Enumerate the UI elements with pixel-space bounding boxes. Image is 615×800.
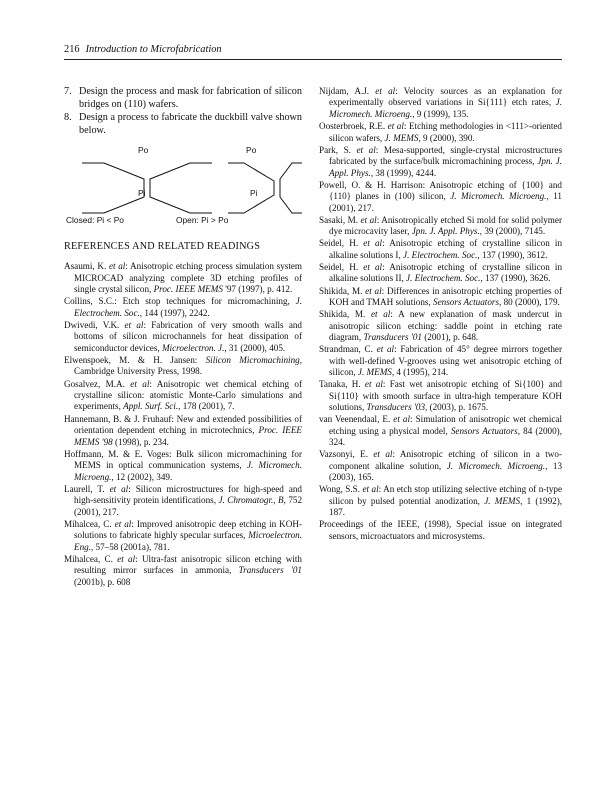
- reference-item: Vazsonyi, E. et al: Anisotropic etching of silicon in a two-component alkaline solution, J. Micromech. Microeng., 13 (2003), 165.: [319, 449, 563, 483]
- reference-item: Oosterbroek, R.E. et al: Etching methodologies in <111>-oriented silicon wafers, J. MEMS, 9 (2000), 390.: [319, 121, 562, 143]
- pi-label-closed: Pi: [138, 187, 146, 198]
- reference-item: Laurell, T. et al: Silicon microstructures for high-speed and high-sensitivity protein identifications, J. Chromatogr., B, 752 (2001), 217.: [64, 483, 303, 517]
- reference-item: Wong, S.S. et al: An etch stop utilizing selective etching of n-type silicon by pulsed potential anodization, J. MEMS, 1 (1992), 187.: [319, 484, 563, 518]
- duckbill-valve-figure: [64, 143, 302, 225]
- reference-item: Hannemann, B. & J. Fruhauf: New and extended possibilities of orientation dependent etching in microtechnics, Proc. IEEE MEMS '98 (1998), p. 234.: [64, 413, 302, 447]
- reference-item: Park, S. et al: Mesa-supported, single-crystal microstructures fabricated by the surface/bulk micromachining process, Jpn. J. Appl. Phys., 38 (1999), 4244.: [319, 144, 562, 178]
- exercise-item: [64, 112, 302, 137]
- caption-closed: Closed: Pi < Po: [66, 214, 124, 225]
- right-column: [319, 86, 562, 543]
- reference-item: Seidel, H. et al: Anisotropic etching of crystalline silicon in alkaline solutions I, J. Electrochem. Soc., 137 (1990), 3612.: [319, 238, 563, 260]
- pi-label-open: Pi: [250, 187, 258, 198]
- reference-item: Asaumi, K. et al: Anisotropic etching process simulation system MICROCAD analyzing complete 3D etching profiles of single crystal silicon, Proc. IEEE MEMS '97 (1997), p. 412.: [64, 261, 303, 295]
- section-heading: REFERENCES AND RELATED READINGS: [64, 240, 261, 252]
- exercise-number: 7.: [64, 86, 72, 97]
- reference-item: Strandman, C. et al: Fabrication of 45° degree mirrors together with well-defined V-grooves using wet anisotropic etching of silicon, J. MEMS, 4 (1995), 214.: [319, 344, 563, 378]
- closed-valve-left-wall: [82, 163, 144, 213]
- exercise-number: 8.: [64, 112, 72, 124]
- reference-item: Powell, O. & H. Harrison: Anisotropic etching of {100} and {110} planes in (100) silicon, J. Micromech. Microeng., 11 (2001), 217.: [319, 179, 562, 213]
- page-number: 216: [64, 44, 80, 55]
- exercise-item: [64, 86, 302, 111]
- closed-valve-right-wall: [150, 163, 212, 213]
- reference-item: Proceedings of the IEEE, (1998), Special issue on integrated sensors, microactuators and microsystems.: [319, 519, 562, 541]
- header-rule: [64, 59, 562, 60]
- exercise-text: Design a process to fabricate the duckbill valve shown below.: [79, 112, 302, 137]
- running-header: [64, 44, 562, 56]
- po-label-open: Po: [246, 144, 257, 155]
- reference-item: Nijdam, A.J. et al: Velocity sources as an explanation for experimentally observed variations in Si{111} etch rates, J. Micromech. Microeng., 9 (1999), 135.: [319, 86, 563, 119]
- open-valve-right-wall: [280, 163, 302, 213]
- caption-open: Open: Pi > Po: [176, 214, 229, 225]
- reference-item: Hoffmann, M. & E. Voges: Bulk silicon micromachining for MEMS in optical communication systems, J. Micromech. Microeng., 12 (2002), 349.: [64, 448, 303, 482]
- reference-item: Gosalvez, M.A. et al: Anisotropic wet chemical etching of crystalline silicon: atomistic Monte-Carlo simulations and experiments, Appl. Surf. Sci., 178 (2001), 7.: [64, 378, 302, 412]
- reference-item: van Veenendaal, E. et al: Simulation of anisotropic wet chemical etching using a physical model, Sensors Actuators, 84 (2000), 324.: [319, 414, 563, 448]
- reference-item: Shikida, M. et al: A new explanation of mask undercut in anisotropic silicon etching: saddle point in etching rate diagram, Transducers '01 (2001), p. 648.: [319, 309, 562, 343]
- reference-item: Mihalcea, C. et al: Improved anisotropic deep etching in KOH-solutions to fabricate highly specular surfaces, Microelectron. Eng., 57–58 (2001a), 781.: [64, 518, 302, 552]
- reference-item: Tanaka, H. et al: Fast wet anisotropic etching of Si{100} and Si{110} with smooth surface in ultra-high temperature KOH solutions, Transducers '03, (2003), p. 1675.: [319, 379, 562, 413]
- exercise-text: Design the process and mask for fabrication of silicon bridges on (110) wafers.: [79, 86, 302, 110]
- po-label-closed: Po: [138, 144, 149, 155]
- reference-item: Elwenspoek, M. & H. Jansen: Silicon Micromachining, Cambridge University Press, 1998.: [64, 354, 302, 377]
- reference-item: Dwivedi, V.K. et al: Fabrication of very smooth walls and bottoms of silicon microchannels for heat dissipation of semiconductor devices, Microelectron. J., 31 (2000), 405.: [64, 319, 302, 353]
- reference-item: Sasaki, M. et al: Anisotropically etched Si mold for solid polymer dye microcavity laser, Jpn. J. Appl. Phys., 39 (2000), 7145.: [319, 214, 562, 237]
- reference-item: Seidel, H. et al: Anisotropic etching of crystalline silicon in alkaline solutions II, J. Electrochem. Soc., 137 (1990), 3626.: [319, 261, 563, 284]
- reference-item: Mihalcea, C. et al: Ultra-fast anisotropic silicon etching with resulting mirror surfaces in ammonia, Transducers '01 (2001b), p. 608: [64, 553, 302, 587]
- running-title: Introduction to Microfabrication: [85, 44, 222, 55]
- left-column: [64, 86, 302, 589]
- duckbill-valve-drawing: [64, 143, 302, 225]
- reference-item: Collins, S.C.: Etch stop techniques for micromachining, J. Electrochem. Soc., 144 (1997), 2242.: [64, 296, 302, 318]
- reference-item: Shikida, M. et al: Differences in anisotropic etching properties of KOH and TMAH solutions, Sensors Actuators, 80 (2000), 179.: [319, 285, 563, 307]
